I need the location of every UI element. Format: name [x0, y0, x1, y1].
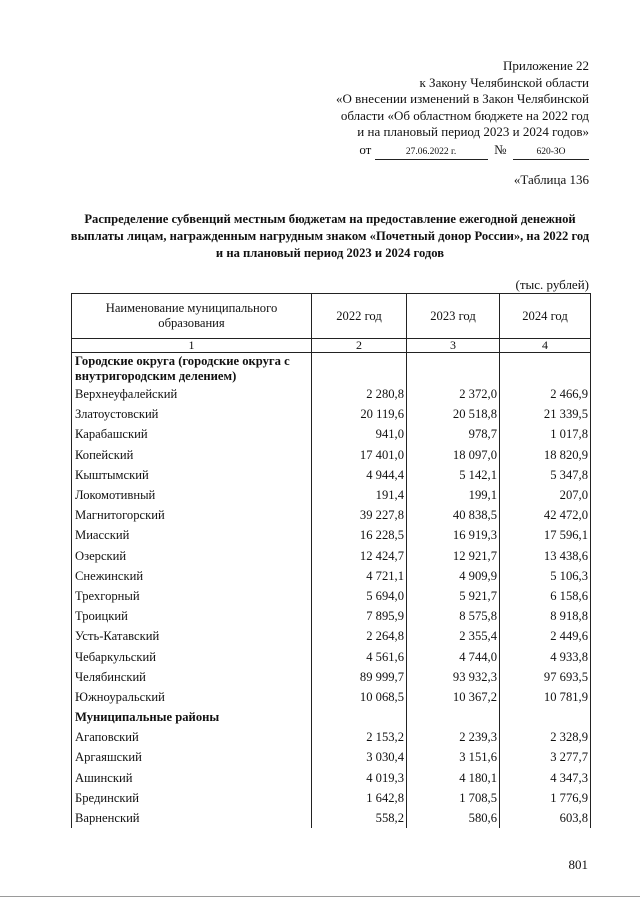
column-header-name: Наименование муниципального образования	[72, 294, 312, 339]
value-2024: 21 339,5	[500, 404, 591, 424]
municipality-name: Усть-Катавский	[72, 626, 312, 646]
section-title: Городские округа (городские округа с внутригородским делением)	[72, 353, 312, 385]
value-2024: 603,8	[500, 808, 591, 828]
column-number-row	[72, 339, 591, 353]
table-row	[72, 384, 591, 404]
value-2022: 2 153,2	[312, 727, 407, 747]
table-body	[72, 353, 591, 829]
law-title-line-2: области «Об областном бюджете на 2022 год	[340, 107, 589, 123]
value-2022: 10 068,5	[312, 687, 407, 707]
appendix-number: Приложение 22	[502, 58, 589, 73]
value-2023: 40 838,5	[407, 505, 500, 525]
value-2022: 4 721,1	[312, 566, 407, 586]
value-2022: 4 561,6	[312, 647, 407, 667]
value-2023: 16 919,3	[407, 525, 500, 545]
table-row	[72, 727, 591, 747]
appendix-header	[249, 58, 589, 160]
municipality-name: Челябинский	[72, 667, 312, 687]
table-row	[72, 445, 591, 465]
table-row	[72, 788, 591, 808]
empty-cell	[500, 707, 591, 727]
column-number: 4	[500, 339, 591, 353]
municipality-name: Снежинский	[72, 566, 312, 586]
value-2024: 2 466,9	[500, 384, 591, 404]
municipality-name: Агаповский	[72, 727, 312, 747]
value-2023: 10 367,2	[407, 687, 500, 707]
municipality-name: Ашинский	[72, 768, 312, 788]
table-row	[72, 485, 591, 505]
table-row	[72, 505, 591, 525]
municipality-name: Кыштымский	[72, 465, 312, 485]
value-2023: 12 921,7	[407, 546, 500, 566]
section-row	[72, 707, 591, 727]
municipality-name: Магнитогорский	[72, 505, 312, 525]
municipality-name: Троицкий	[72, 606, 312, 626]
value-2022: 4 944,4	[312, 465, 407, 485]
value-2023: 199,1	[407, 485, 500, 505]
value-2023: 20 518,8	[407, 404, 500, 424]
value-2022: 1 642,8	[312, 788, 407, 808]
table-row	[72, 404, 591, 424]
value-2023: 18 097,0	[407, 445, 500, 465]
column-header-2022: 2022 год	[312, 294, 407, 339]
value-2023: 2 239,3	[407, 727, 500, 747]
value-2022: 558,2	[312, 808, 407, 828]
subvention-table	[71, 293, 591, 828]
value-2023: 3 151,6	[407, 747, 500, 767]
value-2024: 42 472,0	[500, 505, 591, 525]
column-header-2024: 2024 год	[500, 294, 591, 339]
value-2024: 207,0	[500, 485, 591, 505]
table-label: «Таблица 136	[513, 172, 589, 187]
table-row	[72, 647, 591, 667]
table-row	[72, 465, 591, 485]
empty-cell	[500, 353, 591, 385]
value-2022: 2 264,8	[312, 626, 407, 646]
document-title: Распределение субвенций местным бюджетам на предоставление ежегодной денежной выплаты лицам, награжденным нагрудным знаком «Почетный донор России», на 2022 год и на плановый период 2023 и 2024 годов	[70, 212, 590, 260]
value-2022: 39 227,8	[312, 505, 407, 525]
value-2024: 8 918,8	[500, 606, 591, 626]
section-row	[72, 353, 591, 385]
value-2022: 191,4	[312, 485, 407, 505]
value-2024: 2 328,9	[500, 727, 591, 747]
value-2023: 4 180,1	[407, 768, 500, 788]
municipality-name: Верхнеуфалейский	[72, 384, 312, 404]
table-row	[72, 566, 591, 586]
value-2022: 12 424,7	[312, 546, 407, 566]
value-2024: 2 449,6	[500, 626, 591, 646]
municipality-name: Копейский	[72, 445, 312, 465]
value-2024: 13 438,6	[500, 546, 591, 566]
value-2023: 1 708,5	[407, 788, 500, 808]
value-2023: 978,7	[407, 424, 500, 444]
value-2024: 3 277,7	[500, 747, 591, 767]
column-number: 3	[407, 339, 500, 353]
empty-cell	[407, 707, 500, 727]
table-header-row	[72, 294, 591, 339]
value-2022: 3 030,4	[312, 747, 407, 767]
municipality-name: Чебаркульский	[72, 647, 312, 667]
value-2023: 580,6	[407, 808, 500, 828]
municipality-name: Брединский	[72, 788, 312, 808]
units-label: (тыс. рублей)	[515, 277, 589, 292]
table-row	[72, 687, 591, 707]
value-2024: 1 776,9	[500, 788, 591, 808]
municipality-name: Варненский	[72, 808, 312, 828]
section-title: Муниципальные районы	[72, 707, 312, 727]
value-2024: 4 347,3	[500, 768, 591, 788]
table-row	[72, 606, 591, 626]
bottom-divider	[0, 896, 640, 897]
municipality-name: Озерский	[72, 546, 312, 566]
value-2024: 17 596,1	[500, 525, 591, 545]
table-row	[72, 747, 591, 767]
value-2024: 5 106,3	[500, 566, 591, 586]
table-row	[72, 626, 591, 646]
value-2022: 16 228,5	[312, 525, 407, 545]
value-2022: 89 999,7	[312, 667, 407, 687]
value-2024: 5 347,8	[500, 465, 591, 485]
column-number: 1	[72, 339, 312, 353]
value-2023: 8 575,8	[407, 606, 500, 626]
law-title-line-3: и на плановый период 2023 и 2024 годов»	[357, 124, 589, 140]
column-number: 2	[312, 339, 407, 353]
municipality-name: Локомотивный	[72, 485, 312, 505]
value-2024: 10 781,9	[500, 687, 591, 707]
value-2023: 4 744,0	[407, 647, 500, 667]
table-row	[72, 424, 591, 444]
value-2024: 1 017,8	[500, 424, 591, 444]
law-reference: к Закону Челябинской области	[419, 74, 589, 90]
table-row	[72, 808, 591, 828]
value-2022: 5 694,0	[312, 586, 407, 606]
value-2022: 7 895,9	[312, 606, 407, 626]
value-2023: 4 909,9	[407, 566, 500, 586]
table-row	[72, 546, 591, 566]
value-2022: 17 401,0	[312, 445, 407, 465]
law-date: 27.06.2022 г.	[375, 146, 488, 160]
table-row	[72, 768, 591, 788]
table-row	[72, 667, 591, 687]
municipality-name: Южноуральский	[72, 687, 312, 707]
municipality-name: Миасский	[72, 525, 312, 545]
from-label: от	[359, 141, 372, 157]
municipality-name: Карабашский	[72, 424, 312, 444]
value-2022: 941,0	[312, 424, 407, 444]
column-header-2023: 2023 год	[407, 294, 500, 339]
law-title-line-1: «О внесении изменений в Закон Челябинской	[335, 91, 589, 107]
municipality-name: Трехгорный	[72, 586, 312, 606]
law-date-number	[249, 142, 589, 160]
page-number: 801	[568, 857, 588, 872]
municipality-name: Златоустовский	[72, 404, 312, 424]
value-2024: 4 933,8	[500, 647, 591, 667]
value-2023: 2 372,0	[407, 384, 500, 404]
value-2023: 5 921,7	[407, 586, 500, 606]
value-2023: 93 932,3	[407, 667, 500, 687]
table-row	[72, 525, 591, 545]
number-label: №	[494, 141, 507, 157]
empty-cell	[312, 707, 407, 727]
value-2024: 6 158,6	[500, 586, 591, 606]
empty-cell	[312, 353, 407, 385]
value-2022: 4 019,3	[312, 768, 407, 788]
value-2022: 20 119,6	[312, 404, 407, 424]
value-2024: 97 693,5	[500, 667, 591, 687]
law-number: 620-ЗО	[513, 146, 589, 160]
value-2022: 2 280,8	[312, 384, 407, 404]
value-2023: 5 142,1	[407, 465, 500, 485]
table-row	[72, 586, 591, 606]
value-2024: 18 820,9	[500, 445, 591, 465]
municipality-name: Аргаяшский	[72, 747, 312, 767]
empty-cell	[407, 353, 500, 385]
value-2023: 2 355,4	[407, 626, 500, 646]
